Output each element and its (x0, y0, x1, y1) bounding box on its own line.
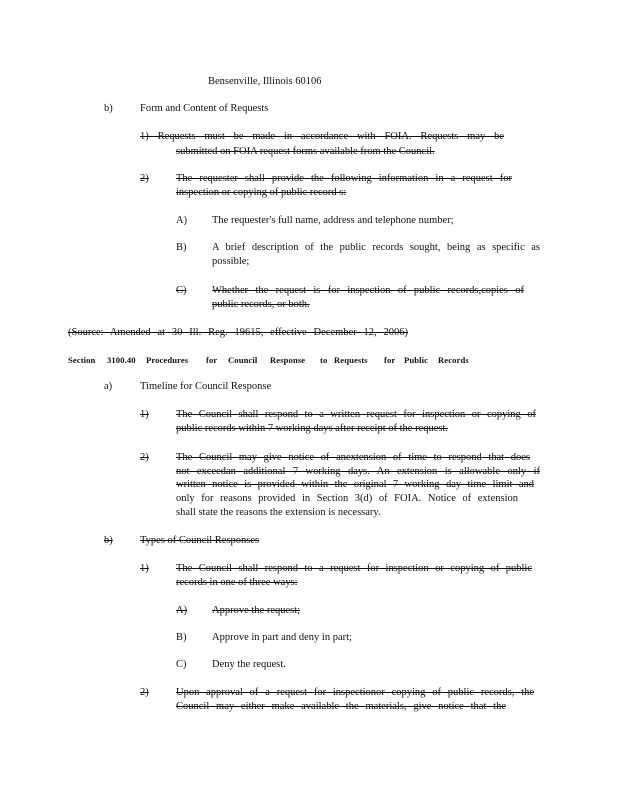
struck-text: The Council may give notice of anextension of time to respond that does (176, 452, 530, 463)
subsection-title: Form and Content of Requests (140, 103, 269, 114)
subsection-label: a) (104, 381, 113, 392)
item-number: 1) (140, 409, 149, 420)
struck-text: Whether the request is for inspection of public records,copies of (212, 285, 524, 296)
item-label: B) (176, 632, 187, 643)
section-title-word: for (206, 355, 218, 365)
subsection-label: b) (104, 535, 113, 546)
struck-text: public records within 7 working days after receipt of the request. (176, 423, 449, 434)
subsection-title: Types of Council Responses (140, 535, 260, 546)
section-title-word: to (320, 355, 328, 365)
subsection-title: Timeline for Council Response (140, 381, 272, 392)
item-label: C) (176, 285, 187, 296)
struck-text: public records, or both. (212, 299, 310, 310)
struck-text: Council may either make available the materials, give notice that the (176, 701, 506, 712)
section-title-word: Requests (334, 355, 368, 365)
item-text: only for reasons provided in Section 3(d) of FOIA. Notice of extension (176, 493, 518, 504)
struck-text: inspection or copying of public record s: (176, 187, 347, 198)
item-label: B) (176, 242, 187, 253)
section-title-word: Council (228, 355, 258, 365)
section-number: 3100.40 (107, 355, 136, 365)
section-title-word: Public (404, 355, 428, 365)
subsection-label: b) (104, 103, 113, 114)
address-line: Bensenville, Illinois 60106 (208, 76, 322, 87)
item-number: 2) (140, 452, 149, 463)
struck-text: The requester shall provide the following information in a request for (176, 173, 512, 184)
item-number: 2) (140, 173, 149, 184)
item-label: A) (176, 605, 188, 616)
item-number: 2) (140, 687, 149, 698)
section-title-word: Procedures (146, 355, 189, 365)
item-number: 1) (140, 563, 149, 574)
item-text: Approve in part and deny in part; (212, 632, 352, 643)
item-text: Deny the request. (212, 659, 286, 670)
struck-text: submitted on FOIA request forms available from the Council. (176, 146, 435, 157)
struck-text: Upon approval of a request for inspectionor copying of public records, the (176, 687, 534, 698)
item-text: A brief description of the public records sought, being as specific as (212, 242, 540, 253)
struck-text: not exceedan additional 7 working days. An extension is allowable only if (176, 466, 540, 477)
struck-text: The Council shall respond to a written request for inspection or copying of (176, 409, 536, 420)
item-text: possible; (212, 256, 250, 267)
item-text: shall state the reasons the extension is necessary. (176, 507, 381, 518)
section-title-word: Response (270, 355, 306, 365)
struck-text: 1) Requests must be made in accordance with FOIA. Requests may be (140, 131, 504, 142)
struck-text: records in one of three ways: (176, 577, 298, 588)
struck-text: The Council shall respond to a request for inspection or copying of public (176, 563, 532, 574)
item-label: C) (176, 659, 187, 670)
item-label: A) (176, 215, 188, 226)
struck-text: Approve the request; (212, 605, 301, 616)
struck-text: written notice is provided within the original 7 working day time limit and (176, 479, 534, 490)
item-text: The requester's full name, address and telephone number; (212, 215, 454, 226)
section-title-word: Records (438, 355, 469, 365)
source-note: (Source: Amended at 30 Ill. Reg. 19615, effective December 12, 2006) (68, 327, 408, 338)
section-title-word: for (384, 355, 396, 365)
section-label: Section (68, 355, 96, 365)
